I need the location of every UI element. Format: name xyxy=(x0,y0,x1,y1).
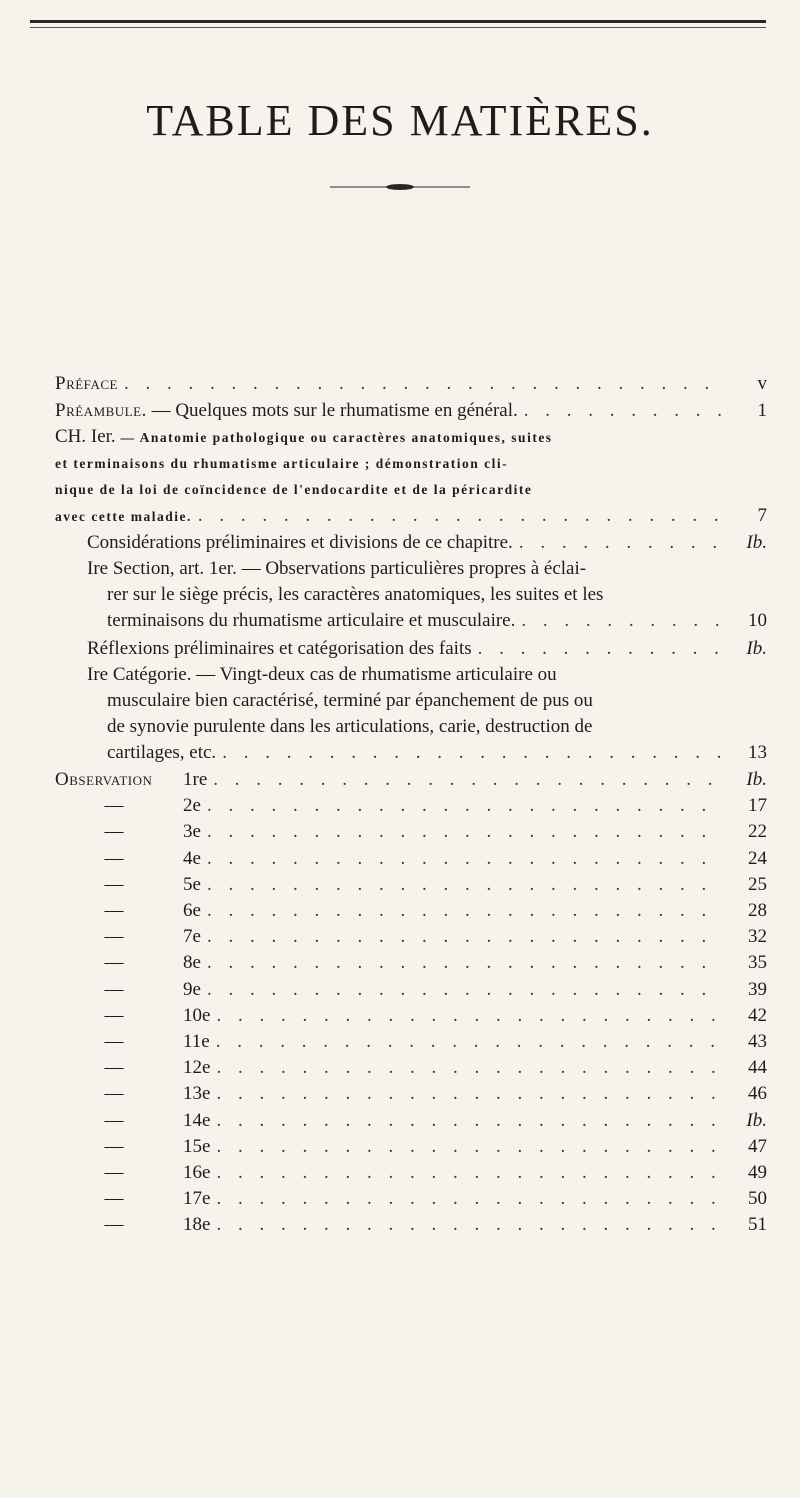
dot-leader xyxy=(207,793,721,819)
ditto-dash: — xyxy=(104,926,124,948)
section-line-2: rer sur le siège précis, les caractères anatomiques, les suites et les xyxy=(107,584,604,605)
dot-leader xyxy=(222,740,721,766)
page-number: 28 xyxy=(748,900,767,921)
page-title: TABLE DES MATIÈRES. xyxy=(146,96,654,145)
page-number: Ib. xyxy=(746,769,767,790)
toc-entry-observation[interactable] xyxy=(55,977,767,1003)
observation-number: 14e xyxy=(183,1109,211,1131)
ditto-dash: — xyxy=(104,1162,124,1183)
observation-label xyxy=(55,819,201,845)
observation-number: 9e xyxy=(183,978,201,1000)
dot-leader xyxy=(216,1055,721,1081)
page-number: 24 xyxy=(748,847,767,869)
chapter-number: CH. Ier. xyxy=(55,426,116,447)
page-number: 46 xyxy=(748,1083,767,1105)
chapter-title-line-2: et terminaisons du rhumatisme articulaire ; démonstration cli- xyxy=(55,456,509,471)
dot-leader xyxy=(216,1134,721,1160)
observation-label xyxy=(55,977,201,1003)
toc-entry-observation[interactable] xyxy=(55,1055,767,1081)
observation-label xyxy=(55,1134,210,1160)
dot-leader xyxy=(207,924,721,950)
dot-leader xyxy=(216,1081,721,1107)
categorie-line-1: Ire Catégorie. — Vingt-deux cas de rhumatisme articulaire ou xyxy=(87,664,557,685)
ditto-dash: — xyxy=(104,900,124,921)
toc-entry-observation[interactable] xyxy=(55,1186,767,1212)
observation-number: 17e xyxy=(183,1188,211,1210)
observation-label xyxy=(55,898,201,924)
page-number: Ib. xyxy=(746,638,767,659)
observation-number: 12e xyxy=(183,1057,211,1079)
dot-leader xyxy=(521,608,721,634)
page-number: 25 xyxy=(748,873,767,895)
dot-leader xyxy=(207,950,721,976)
ornament-divider xyxy=(330,183,470,191)
observation-label xyxy=(55,1055,210,1081)
observation-label xyxy=(55,846,201,872)
ditto-dash: — xyxy=(104,873,124,895)
observation-label xyxy=(55,767,207,793)
dot-leader xyxy=(519,530,721,556)
observation-number: 13e xyxy=(183,1083,211,1105)
toc-entry-observation[interactable] xyxy=(55,924,767,950)
observation-label xyxy=(55,1081,210,1107)
section-line-1: Ire Section, art. 1er. — Observations particulières propres à éclai- xyxy=(87,558,587,579)
ditto-dash: — xyxy=(104,1083,124,1105)
chapter-title-line-1: — Anatomie pathologique ou caractères anatomiques, suites xyxy=(120,430,553,445)
observation-label xyxy=(55,1003,210,1029)
toc-entry-preambule[interactable] xyxy=(55,398,767,424)
categorie-line-3: de synovie purulente dans les articulations, carie, destruction de xyxy=(107,716,593,737)
page-number: 17 xyxy=(748,795,767,817)
observation-number: 1re xyxy=(183,769,208,790)
ditto-dash: — xyxy=(104,847,124,869)
section-line-3: terminaisons du rhumatisme articulaire et musculaire. xyxy=(107,610,516,631)
toc-entry-observation[interactable] xyxy=(55,846,767,872)
toc-entry-categorie-1[interactable] xyxy=(55,662,767,766)
toc-entry-observation[interactable] xyxy=(55,1081,767,1107)
dot-leader xyxy=(207,872,721,898)
toc-entry-observation[interactable] xyxy=(55,1134,767,1160)
observation-label xyxy=(55,950,201,976)
toc-entry-observation[interactable] xyxy=(55,1003,767,1029)
observation-label xyxy=(55,1212,210,1238)
page-number: 47 xyxy=(748,1135,767,1157)
toc-entry-observation[interactable] xyxy=(55,1160,767,1186)
page-number: 22 xyxy=(748,821,767,843)
observation-number: 15e xyxy=(183,1135,211,1157)
observation-label xyxy=(55,872,201,898)
toc-entry-preface[interactable] xyxy=(55,371,767,397)
observation-number: 6e xyxy=(183,900,201,921)
categorie-line-4: cartilages, etc. xyxy=(107,742,217,763)
dot-leader xyxy=(216,1212,721,1238)
page-number: 10 xyxy=(748,610,767,631)
top-rule-thick xyxy=(30,20,766,23)
toc-entry-observation[interactable] xyxy=(55,898,767,924)
entry-label: Préambule. xyxy=(55,400,147,421)
top-rule-thin xyxy=(30,27,766,28)
ditto-dash: — xyxy=(104,1135,124,1157)
entry-text: Réflexions préliminaires et catégorisation des faits xyxy=(87,638,472,659)
observation-number: 2e xyxy=(183,795,201,817)
observation-number: 16e xyxy=(183,1162,211,1183)
dot-leader xyxy=(198,503,721,529)
page-number: 49 xyxy=(748,1162,767,1183)
ditto-dash: — xyxy=(104,1109,124,1131)
page-number: 35 xyxy=(748,952,767,974)
categorie-line-2: musculaire bien caractérisé, terminé par épanchement de pus ou xyxy=(107,690,593,711)
toc-entry-observation[interactable] xyxy=(55,950,767,976)
page-number: Ib. xyxy=(746,1109,767,1131)
observation-number: 3e xyxy=(183,821,201,843)
ditto-dash: — xyxy=(104,1004,124,1026)
observation-number: 11e xyxy=(183,1031,210,1052)
observation-label xyxy=(55,1160,210,1186)
chapter-title-line-4: avec cette maladie. xyxy=(55,509,192,524)
ditto-dash: — xyxy=(104,952,124,974)
dot-leader xyxy=(478,636,721,662)
page-number: 44 xyxy=(748,1057,767,1079)
page-number: 1 xyxy=(757,400,767,421)
page-number: Ib. xyxy=(746,532,767,553)
observation-number: 8e xyxy=(183,952,201,974)
page-number: 39 xyxy=(748,978,767,1000)
toc-entry-section-1[interactable] xyxy=(55,556,767,634)
dot-leader xyxy=(207,977,721,1003)
page-number: 32 xyxy=(748,926,767,948)
dot-leader xyxy=(524,398,721,424)
observation-number: 4e xyxy=(183,847,201,869)
page-number: 7 xyxy=(757,505,767,526)
observation-number: 10e xyxy=(183,1004,211,1026)
ditto-dash: — xyxy=(104,1057,124,1079)
observation-label xyxy=(55,793,201,819)
observation-label xyxy=(55,924,201,950)
dot-leader xyxy=(216,1108,721,1134)
page-number: v xyxy=(757,373,767,394)
dot-leader xyxy=(207,898,721,924)
ditto-dash: — xyxy=(104,1031,124,1052)
toc-entry-observation[interactable] xyxy=(55,767,767,793)
ditto-dash: — xyxy=(104,978,124,1000)
observation-label xyxy=(55,1029,210,1055)
dot-leader xyxy=(216,1029,721,1055)
page-number: 43 xyxy=(748,1031,767,1052)
observation-label xyxy=(55,1108,210,1134)
entry-text: Considérations préliminaires et divisions de ce chapitre. xyxy=(87,532,513,553)
toc-entry-considerations[interactable] xyxy=(55,530,767,556)
toc-entry-observation[interactable] xyxy=(55,872,767,898)
toc-entry-observation[interactable] xyxy=(55,793,767,819)
observation-word: Observation xyxy=(55,769,153,790)
page-number: 50 xyxy=(748,1188,767,1210)
page-number: 42 xyxy=(748,1004,767,1026)
dot-leader xyxy=(207,846,721,872)
entry-label: Préface xyxy=(55,373,118,394)
toc-entry-observation[interactable] xyxy=(55,1212,767,1238)
entry-text: — Quelques mots sur le rhumatisme en général. xyxy=(151,400,518,421)
dot-leader xyxy=(216,1003,721,1029)
dot-leader xyxy=(207,819,721,845)
toc-entry-chapter-1[interactable] xyxy=(55,424,767,530)
page-number: 51 xyxy=(748,1214,767,1236)
ditto-dash: — xyxy=(104,1214,124,1236)
dot-leader xyxy=(213,767,721,793)
page-number: 13 xyxy=(748,742,767,763)
toc-entry-observation[interactable] xyxy=(55,1029,767,1055)
observation-number: 18e xyxy=(183,1214,211,1236)
ditto-dash: — xyxy=(104,795,124,817)
observation-label xyxy=(55,1186,210,1212)
toc-entry-observation[interactable] xyxy=(55,819,767,845)
ditto-dash: — xyxy=(104,1188,124,1210)
dot-leader xyxy=(216,1160,721,1186)
dot-leader xyxy=(124,371,721,397)
ditto-dash: — xyxy=(104,821,124,843)
dot-leader xyxy=(216,1186,721,1212)
toc-entry-observation[interactable] xyxy=(55,1108,767,1134)
toc-entry-reflexions[interactable] xyxy=(55,636,767,662)
observation-number: 7e xyxy=(183,926,201,948)
observation-number: 5e xyxy=(183,873,201,895)
chapter-title-line-3: nique de la loi de coïncidence de l'endocardite et de la péricardite xyxy=(55,482,533,497)
